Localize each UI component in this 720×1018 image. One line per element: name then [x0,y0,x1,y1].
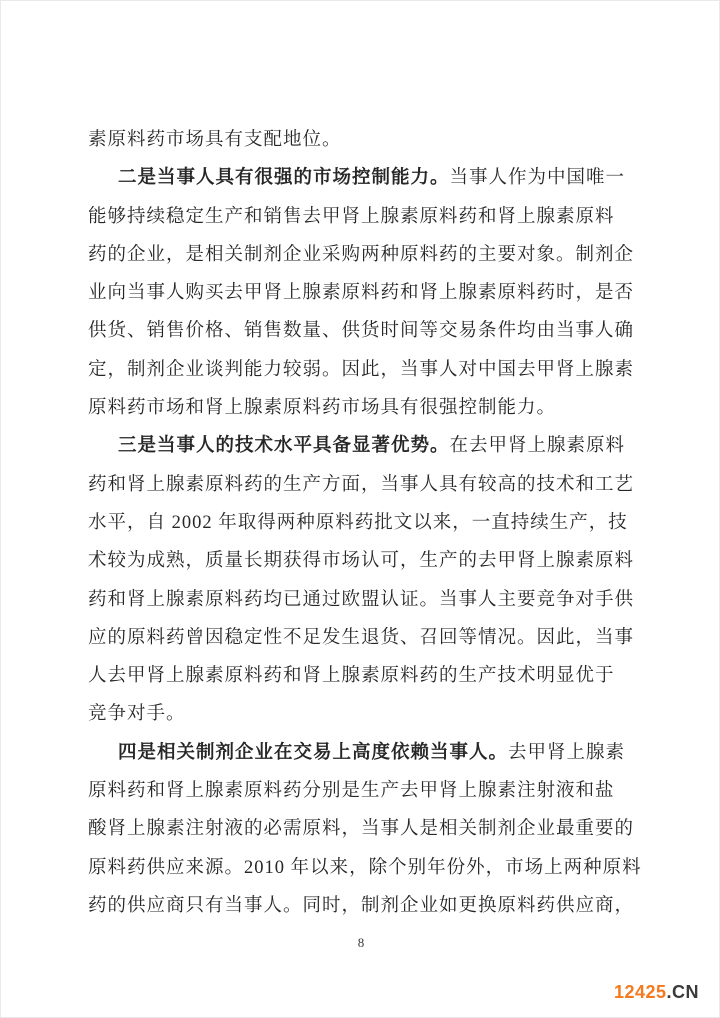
text-line [88,734,638,772]
line-text: 当事人作为中国唯一 [449,168,626,189]
text-line: 能够持续稳定生产和销售去甲肾上腺素原料药和肾上腺素原料 [88,206,615,227]
text-line: 应的原料药曾因稳定性不足发生退货、召回等情况。因此，当事 [88,627,635,648]
watermark [614,981,699,1003]
page-number: 8 [357,935,365,950]
text-line: 药和肾上腺素原料药均已通过欧盟认证。当事人主要竞争对手供 [88,589,635,610]
document-text [88,121,642,925]
text-line: 原料药市场和肾上腺素原料药市场具有很强控制能力。 [88,398,557,419]
text-line: 原料药供应来源。2010 年以来，除个别年份外，市场上两种原料 [88,857,642,878]
text-line: 定，制剂企业谈判能力较弱。因此，当事人对中国去甲肾上腺素 [88,359,635,380]
text-line: 人去甲肾上腺素原料药和肾上腺素原料药的生产技术明显优于 [88,666,615,687]
text-line: 药的供应商只有当事人。同时，制剂企业如更换原料药供应商， [88,895,635,916]
paragraph-lead: 四是相关制剂企业在交易上高度依赖当事人。 [118,742,509,763]
text-line: 竞争对手。 [88,704,186,725]
text-line: 水平，自 2002 年取得两种原料药批文以来，一直持续生产，技 [88,512,628,533]
paragraph-lead: 三是当事人的技术水平具备显著优势。 [118,436,450,457]
text-line: 酸肾上腺素注射液的必需原料，当事人是相关制剂企业最重要的 [88,819,635,840]
text-line: 原料药和肾上腺素原料药分别是生产去甲肾上腺素注射液和盐 [88,781,615,802]
paragraph-lead: 二是当事人具有很强的市场控制能力。 [118,168,450,189]
text-line: 供货、销售价格、销售数量、供货时间等交易条件均由当事人确 [88,321,635,342]
watermark-domain: .CN [666,982,699,1002]
text-line: 药和肾上腺素原料药的生产方面，当事人具有较高的技术和工艺 [88,474,635,495]
line-text: 去甲肾上腺素 [508,742,626,763]
text-line: 药的企业，是相关制剂企业采购两种原料药的主要对象。制剂企 [88,244,635,265]
watermark-number: 12425 [613,982,667,1002]
text-line [88,159,638,197]
line-text: 在去甲肾上腺素原料 [449,436,626,457]
text-line: 素原料药市场具有支配地位。 [88,130,342,150]
text-line: 术较为成熟，质量长期获得市场认可，生产的去甲肾上腺素原料 [88,551,635,572]
text-line: 业向当事人购买去甲肾上腺素原料药和肾上腺素原料药时，是否 [88,283,635,304]
text-line [88,427,638,465]
